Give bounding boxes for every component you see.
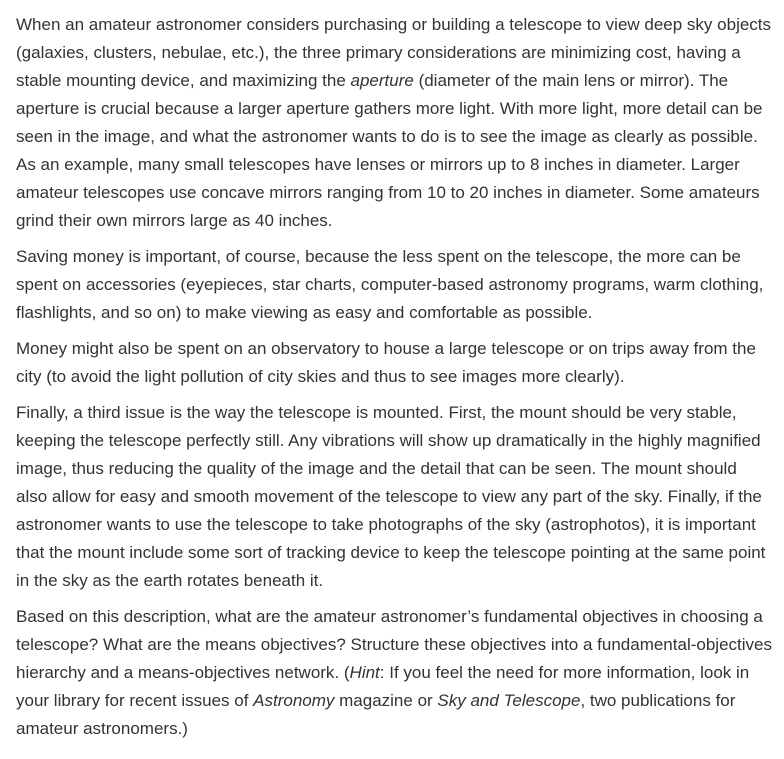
paragraph-question — [16, 603, 772, 743]
paragraph-1-text-a: When an amateur astronomer considers purchasing or building a telescope to view deep sky objects (galaxies, clusters, nebulae, etc.), the three primary considerations are minimizing cost, having a stable mounting device, and maximizing the — [16, 15, 772, 90]
question-text-d: , two publications for amateur astronomers.) — [16, 691, 736, 738]
aperture-term: aperture — [350, 71, 414, 90]
paragraph-1-text-b: (diameter of the main lens or mirror). The aperture is crucial because a larger aperture gathers more light. With more light, more detail can be seen in the image, and what the astronomer wants to do is to see the image as clearly as possible. As an example, many small telescopes have lenses or mirrors up to 8 inches in diameter. Larger amateur telescopes use concave mirrors ranging from 10 to 20 inches in diameter. Some amateurs grind their own mirrors large as 40 inches. — [16, 71, 763, 230]
question-text-c: magazine or — [334, 691, 438, 710]
magazine-sky-and-telescope: Sky and Telescope — [437, 691, 581, 710]
question-text-a: Based on this description, what are the amateur astronomer’s fundamental objectives in choosing a telescope? What are the means objectives? Structure these objectives into a fundamental-objectives hierarchy and a means-objectives network. ( — [16, 607, 772, 682]
paragraph-observatory: Money might also be spent on an observatory to house a large telescope or on trips away from the city (to avoid the light pollution of city skies and thus to see images more clearly). — [16, 339, 756, 386]
paragraph-saving-money: Saving money is important, of course, because the less spent on the telescope, the more can be spent on accessories (eyepieces, star charts, computer-based astronomy programs, warm clothing, flashlights, and so on) to make viewing as easy and comfortable as possible. — [16, 247, 764, 322]
question-text-b: : If you feel the need for more information, look in your library for recent issues of — [16, 663, 750, 710]
paragraph-telescope-considerations — [16, 11, 772, 235]
hint-label: Hint — [349, 663, 380, 682]
magazine-astronomy: Astronomy — [253, 691, 335, 710]
paragraph-mounting: Finally, a third issue is the way the telescope is mounted. First, the mount should be very stable, keeping the telescope perfectly still. Any vibrations will show up dramatically in the highly magnified image, thus reducing the quality of the image and the detail that can be seen. The mount should also allow for easy and smooth movement of the telescope to view any part of the sky. Finally, if the astronomer wants to use the telescope to take photographs of the sky (astrophotos), it is important that the mount include some sort of tracking device to keep the telescope pointing at the same point in the sky as the earth rotates beneath it. — [16, 403, 766, 590]
